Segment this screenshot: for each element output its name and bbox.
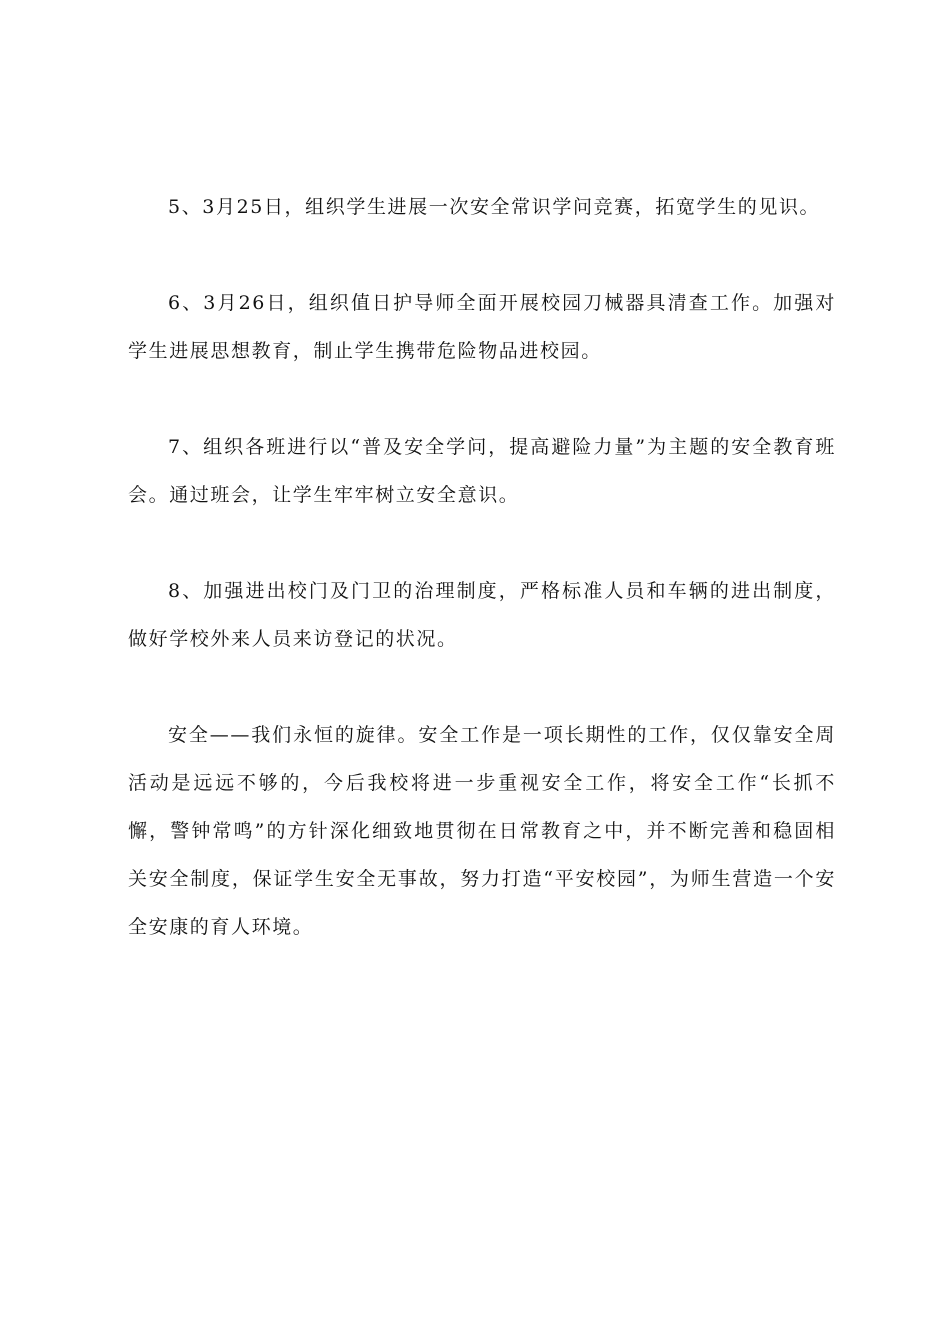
paragraph-spacer <box>128 663 836 711</box>
paragraph-spacer <box>128 519 836 567</box>
document-body <box>128 183 836 951</box>
paragraph-spacer <box>128 231 836 279</box>
paragraph-item-6: 6、3月26日，组织值日护导师全面开展校园刀械器具清查工作。加强对学生进展思想教育，制止学生携带危险物品进校园。 <box>128 292 836 362</box>
conclusion-paragraph: 安全——我们永恒的旋律。安全工作是一项长期性的工作，仅仅靠安全周活动是远远不够的，今后我校将进一步重视安全工作，将安全工作“长抓不懈，警钟常鸣”的方针深化细致地贯彻在日常教育之中，并不断完善和稳固相关安全制度，保证学生安全无事故，努力打造“平安校园”，为师生营造一个安全安康的育人环境。 <box>128 724 836 938</box>
paragraph-item-5: 5、3月25日，组织学生进展一次安全常识学问竞赛，拓宽学生的见识。 <box>168 196 821 218</box>
paragraph-spacer <box>128 375 836 423</box>
paragraph-item-7: 7、组织各班进行以“普及安全学问，提高避险力量”为主题的安全教育班会。通过班会，让学生牢牢树立安全意识。 <box>128 436 836 506</box>
paragraph-item-8: 8、加强进出校门及门卫的治理制度，严格标准人员和车辆的进出制度，做好学校外来人员来访登记的状况。 <box>128 580 836 650</box>
